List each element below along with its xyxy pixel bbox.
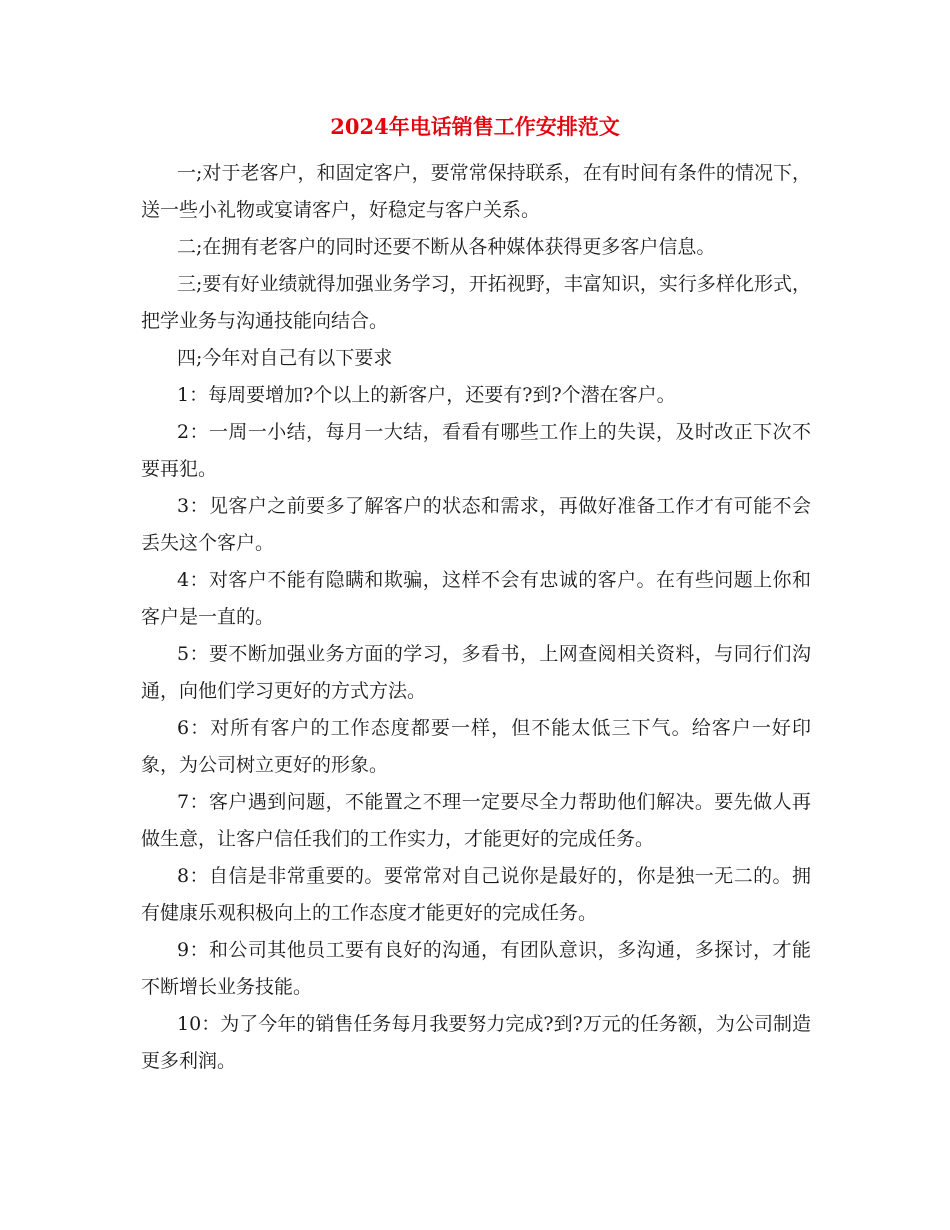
list-item-10: 10：为了今年的销售任务每月我要努力完成?到?万元的任务额，为公司制造更多利润。 — [141, 1013, 811, 1072]
list-item-2: 2：一周一小结，每月一大结，看看有哪些工作上的失误，及时改正下次不要再犯。 — [141, 421, 811, 480]
list-item-5: 5：要不断加强业务方面的学习，多看书，上网查阅相关资料，与同行们沟通，向他们学习更好的方式方法。 — [141, 643, 811, 702]
list-item-3: 3：见客户之前要多了解客户的状态和需求，再做好准备工作才有可能不会丢失这个客户。 — [141, 495, 811, 554]
list-item-1: 1：每周要增加?个以上的新客户，还要有?到?个潜在客户。 — [177, 384, 676, 406]
paragraph-3: 三;要有好业绩就得加强业务学习，开拓视野，丰富知识，实行多样化形式，把学业务与沟通技能向结合。 — [141, 273, 811, 332]
document-title: 2024年电话销售工作安排范文 — [330, 114, 620, 139]
paragraph-4: 四;今年对自己有以下要求 — [177, 347, 393, 369]
document-body — [141, 155, 811, 1080]
paragraph-1: 一;对于老客户，和固定客户，要常常保持联系，在有时间有条件的情况下，送一些小礼物或宴请客户，好稳定与客户关系。 — [141, 162, 811, 221]
list-item-4: 4：对客户不能有隐瞒和欺骗，这样不会有忠诚的客户。在有些问题上你和客户是一直的。 — [141, 569, 811, 628]
list-item-7: 7：客户遇到问题，不能置之不理一定要尽全力帮助他们解决。要先做人再做生意，让客户信任我们的工作实力，才能更好的完成任务。 — [141, 791, 811, 850]
list-item-6: 6：对所有客户的工作态度都要一样，但不能太低三下气。给客户一好印象，为公司树立更好的形象。 — [141, 717, 811, 776]
list-item-8: 8：自信是非常重要的。要常常对自己说你是最好的，你是独一无二的。拥有健康乐观积极向上的工作态度才能更好的完成任务。 — [141, 865, 811, 924]
paragraph-2: 二;在拥有老客户的同时还要不断从各种媒体获得更多客户信息。 — [177, 236, 716, 258]
list-item-9: 9：和公司其他员工要有良好的沟通，有团队意识，多沟通，多探讨，才能不断增长业务技能。 — [141, 939, 811, 998]
